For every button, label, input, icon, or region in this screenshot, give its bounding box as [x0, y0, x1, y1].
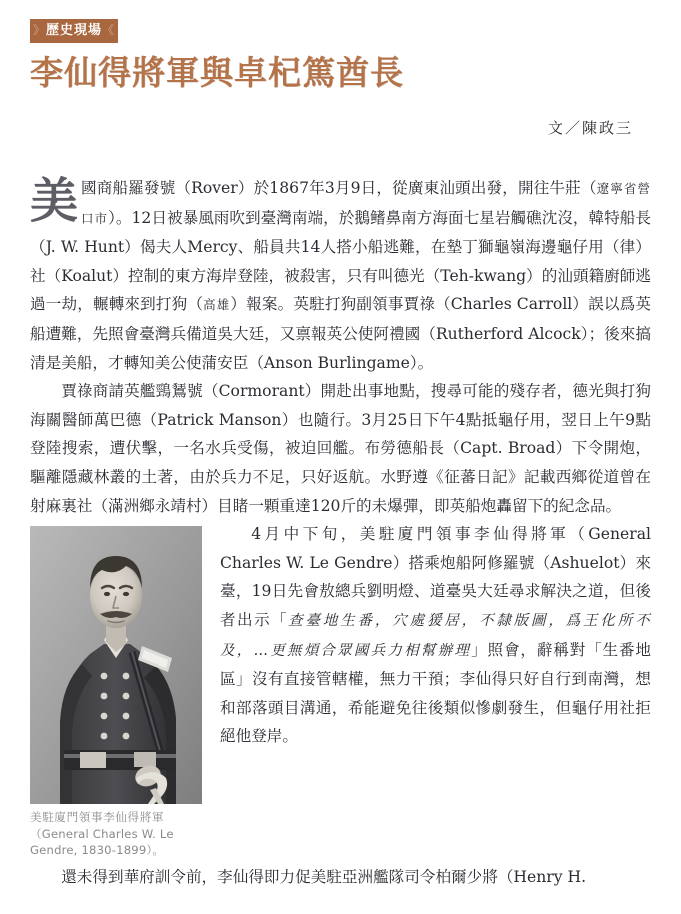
p1-seg-2: ）。12日被暴風雨吹到臺灣南端，於鵝鳍鼻南方海面七星岩觸礁沈沒，韓特船長（J. W. Hunt）偈夫人Mercy、船員共14人搭小船逃難，在墊丁獅龜嶺海邊龜仔用（律）社（Koalut）控制的東方海岸登陸，被殺害，只有叫德光（Teh-kwang）的汕頭籍廚師逃過一劫，輾轉來到打狗（ [30, 208, 651, 314]
drop-cap: 美 [30, 173, 79, 229]
section-badge-label: 歷史現場 [46, 23, 103, 38]
p1-seg-3: ）報案。英駐打狗副領事賈祿（Charles Carroll）誤以爲英船遭難，先照會臺灣兵備道吳大廷，又禀報英公使阿禮國（Rutherford Alcock）；後來搞清是美船，才轉知美公使蒲安臣（Anson Burlingame）。 [30, 295, 651, 372]
p2-text: 賈祿商請英艦鵛鵟號（Cormorant）開赴出事地點，搜尋可能的殘存者，德光與打狗海關醫師萬巴德（Patrick Manson）也隨行。3月25日下午4點抵龜仔用，翌日上午9點登陸搜索，遭伏擊，一名水兵受傷，被迫回艦。布勞德船長（Capt. Broad）下令開炮，驅離隱藏林叢的土著，由於兵力不足，只好返航。水野遵《征蕃日記》記載西鄉從道曾在射麻裏社（滿洲鄉永靖村）目睹一顆重達120斤的未爆彈，即英船炮轟留下的紀念品。 [30, 382, 651, 515]
paragraph-4 [30, 863, 651, 892]
page-title: 李仙得將軍與卓杞篤酋長 [30, 53, 404, 92]
paragraph-2 [30, 377, 651, 520]
caption-line-3: Gendre, 1830-1899）。 [30, 843, 165, 858]
kicker-row [30, 0, 651, 43]
p3-seg-2: 」照會，辭稱對「生番地區」沒有直接管轄權，無力干預；李仙得只好自行到南灣，想和部落頭目溝通，希能避免往後類似慘劇發生，但龜仔用社拒絕他登岸。 [220, 640, 651, 746]
p3-classical-quote: 查臺地生番，穴處猨居，不隸版圖，爲王化所不及，…更無煩合眾國兵力相幫辦理 [220, 612, 651, 659]
chevron-left-icon: 《 [102, 23, 116, 37]
photo-le-gendre [30, 526, 202, 804]
caption-line-2: （General Charles W. Le [30, 826, 174, 841]
byline: 文／陳政三 [547, 119, 633, 137]
p4-text: 還未得到華府訓令前，李仙得即力促美駐亞洲艦隊司令柏爾少將（Henry H. [61, 867, 587, 886]
p3-seg-1: 4月中下旬，美駐廈門領事李仙得將軍（General Charles W. Le Gendre）搭乘炮船阿修羅號（Ashuelot）來臺，19日先會敖總兵劉明燈、道臺吳大廷尋求解決之道，但後者出示「 [220, 525, 651, 629]
figure-le-gendre [30, 526, 202, 859]
section-badge [30, 19, 118, 43]
figure-caption [30, 809, 202, 859]
article-body [30, 174, 651, 891]
p1-annotation-1: 遼寧省營口市 [81, 181, 651, 226]
p1-annotation-2: 高雄 [203, 297, 231, 313]
p1-seg-1: 國商船羅發號（Rover）於1867年3月9日，從廣東汕頭出發，開往牛莊（ [81, 179, 597, 197]
caption-line-1: 美駐廈門領事李仙得將軍 [30, 810, 165, 825]
chevron-right-icon: 》 [33, 23, 47, 37]
portrait-illustration [30, 526, 202, 804]
paragraph-1 [30, 174, 651, 377]
